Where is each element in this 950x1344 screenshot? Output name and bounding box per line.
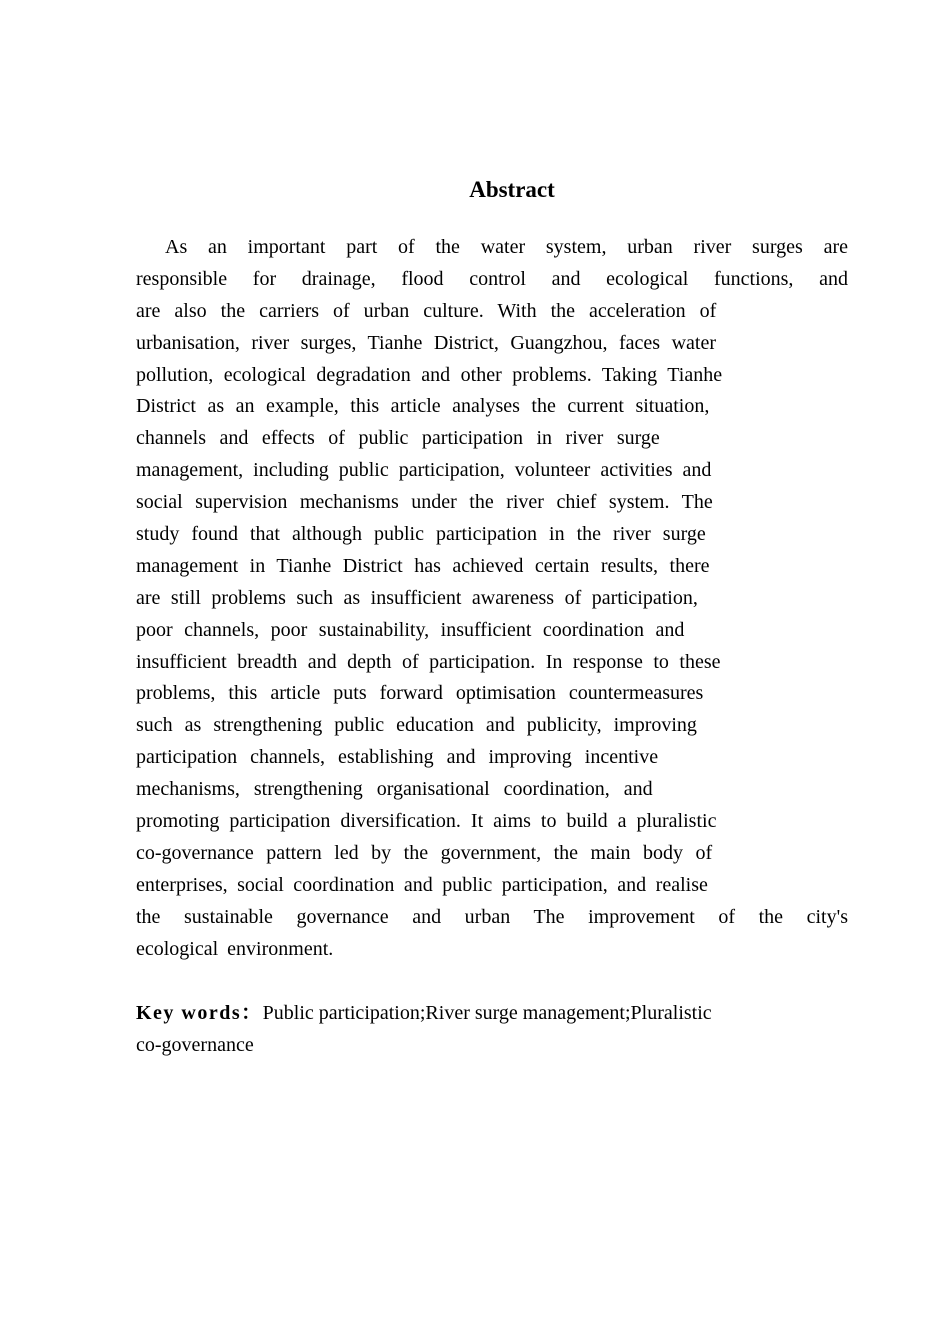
abstract-line: the sustainable governance and urban The improvement of the city's [136, 905, 848, 928]
abstract-line: social supervision mechanisms under the river chief system. The [136, 491, 713, 514]
abstract-line: participation channels, establishing and improving incentive [136, 746, 659, 769]
abstract-line: As an important part of the water system, urban river surges are [165, 236, 848, 258]
keywords-line: co-governance [136, 1033, 254, 1056]
abstract-line: channels and effects of public participation in river surge [136, 427, 660, 450]
abstract-line: are still problems such as insufficient awareness of participation, [136, 586, 698, 609]
abstract-title: Abstract [469, 177, 555, 202]
abstract-line: problems, this article puts forward optimisation countermeasures [136, 682, 704, 705]
abstract-line: co-governance pattern led by the government, the main body of [136, 841, 713, 864]
abstract-line: poor channels, poor sustainability, insufficient coordination and [136, 618, 685, 641]
abstract-line: management, including public participation, volunteer activities and [136, 459, 712, 482]
abstract-line: management in Tianhe District has achieved certain results, there [136, 554, 710, 577]
abstract-line: ecological environment. [136, 937, 334, 960]
keywords-line [136, 998, 848, 1030]
keywords-text: Public participation;River surge management;Pluralistic [262, 1002, 712, 1024]
abstract-line: responsible for drainage, flood control and ecological functions, and [136, 267, 848, 290]
abstract-line: pollution, ecological degradation and other problems. Taking Tianhe [136, 363, 723, 386]
keywords-label: Key words： [136, 1002, 263, 1024]
abstract-line: enterprises, social coordination and public participation, and realise [136, 873, 708, 896]
abstract-line: are also the carriers of urban culture. With the acceleration of [136, 299, 717, 322]
abstract-line: District as an example, this article analyses the current situation, [136, 395, 710, 418]
keywords-section [136, 998, 848, 1061]
abstract-line: mechanisms, strengthening organisational coordination, and [136, 778, 653, 801]
abstract-line: promoting participation diversification. It aims to build a pluralistic [136, 810, 717, 833]
abstract-line: study found that although public participation in the river surge [136, 523, 706, 546]
abstract-body [136, 232, 848, 965]
abstract-line: insufficient breadth and depth of participation. In response to these [136, 650, 721, 673]
abstract-line: such as strengthening public education and publicity, improving [136, 714, 697, 737]
abstract-line: urbanisation, river surges, Tianhe District, Guangzhou, faces water [136, 331, 717, 354]
